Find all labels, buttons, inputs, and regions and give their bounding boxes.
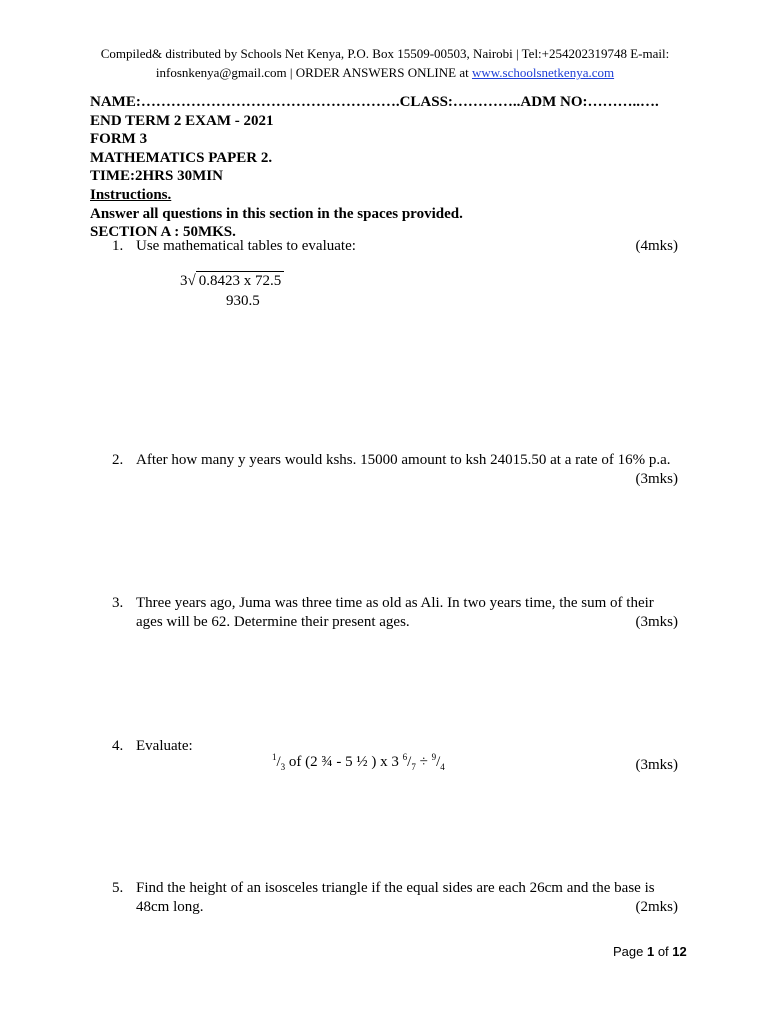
question-marks: (3mks) [635,471,678,487]
expression-middle: of (2 ¾ - 5 ½ ) x 3 [285,754,403,770]
page-total: 12 [672,944,687,959]
name-class-adm-line: NAME:…………………………………………….CLASS:…………..ADM NO:………..…. [90,94,659,110]
website-link[interactable]: www.schoolsnetkenya.com [471,65,615,80]
question-number: 2. [112,452,124,468]
question-text-line1: Three years ago, Juma was three time as old as Ali. In two years time, the sum of their [136,595,654,611]
header-email-text: infosnkenya@gmail.com | ORDER ANSWERS ONLINE at [155,65,472,80]
root-index: 3 [180,273,188,289]
page-footer [613,944,687,959]
question-marks: (3mks) [635,614,678,630]
fraction-b-denominator: 7 [411,762,416,772]
fraction-a-numerator: 1 [272,752,277,762]
question-marks: (3mks) [635,757,678,773]
document-header [0,44,770,82]
header-contact-line: Compiled& distributed by Schools Net Kenya, P.O. Box 15509-00503, Nairobi | Tel:+254202319748 E-mail: [100,46,670,61]
question-text-line1: Find the height of an isosceles triangle if the equal sides are each 26cm and the base is [136,880,655,896]
question-marks: (2mks) [635,899,678,915]
question-text: After how many y years would kshs. 15000 amount to ksh 24015.50 at a rate of 16% p.a. [136,452,671,468]
question-2 [112,451,678,489]
question-5 [112,879,678,917]
q4-expression: $^1/_3$ of (2 ¾ - 5 ½ ) x 3 $^6/_7 \div ^9/_4$ [272,752,445,772]
instructions-text: Answer all questions in this section in the spaces provided. [90,205,463,222]
question-number: 5. [112,880,124,896]
q1-expression [180,271,284,310]
section-heading: SECTION A : 50MKS. [90,224,236,241]
question-text: Use mathematical tables to evaluate: [136,238,356,254]
division-operator: ÷ [415,754,432,770]
fraction-c-denominator: 4 [440,762,445,772]
exam-info-block [90,93,690,242]
exam-duration: TIME:2HRS 30MIN [90,168,223,185]
question-text-line2: ages will be 62. Determine their present ages. [136,614,410,630]
radical-sign: √ [187,273,196,289]
header-order-line [0,63,770,82]
instructions-heading: Instructions. [90,186,172,203]
question-3 [112,594,678,632]
question-number: 3. [112,595,124,611]
exam-title: END TERM 2 EXAM - 2021 [90,112,274,129]
q1-numerator-row [180,271,284,290]
page-word: Page [613,944,647,959]
form-level: FORM 3 [90,131,148,148]
q1-denominator: 930.5 [226,293,260,309]
fraction-a-denominator: 3 [280,762,286,772]
question-marks: (4mks) [635,238,678,254]
question-1 [112,237,678,256]
question-number: 1. [112,238,124,254]
subject-title: MATHEMATICS PAPER 2. [90,149,273,166]
question-number: 4. [112,738,124,754]
page-number: 1 [646,944,655,959]
of-word: of [654,944,673,959]
question-text: Evaluate: [136,738,193,754]
fraction-b-numerator: 6 [402,752,408,762]
q1-numerator: 0.8423 x 72.5 [196,271,285,290]
fraction-c-numerator: 9 [431,752,437,762]
question-text-line2: 48cm long. [136,899,204,915]
